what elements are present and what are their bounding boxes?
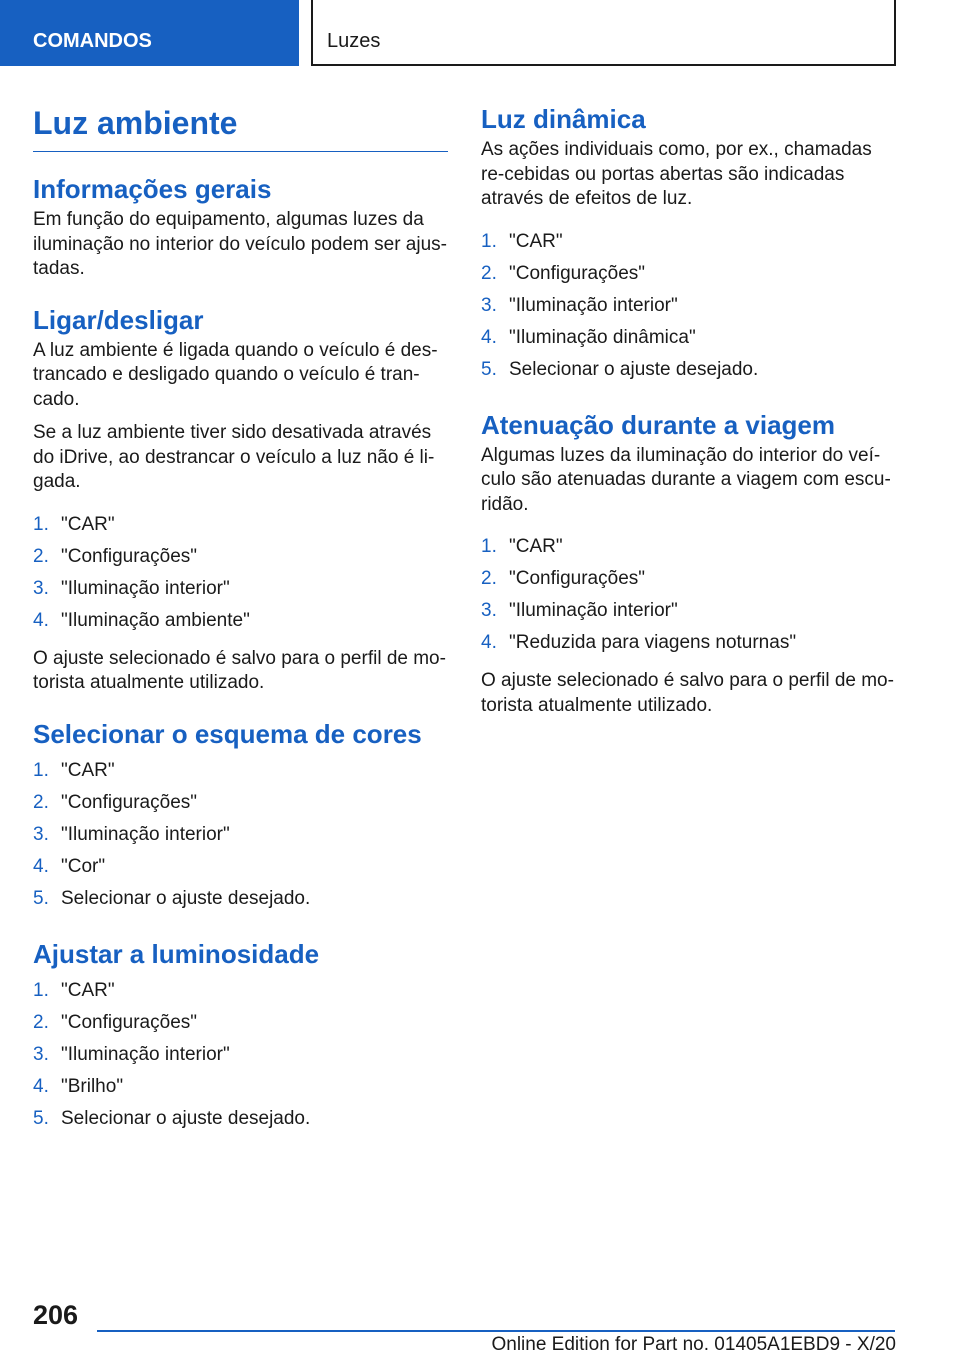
heading-general: Informações gerais (33, 174, 272, 204)
step-number: 1. (481, 230, 497, 252)
dimming-note: O ajuste selecionado é salvo para o perfil de mo-torista atualmente utilizado. (481, 670, 894, 716)
right-column (481, 100, 896, 727)
heading-brightness: Ajustar a luminosidade (33, 938, 320, 969)
step-text: "Iluminação interior" (61, 577, 230, 599)
step-text: "Iluminação interior" (509, 600, 678, 621)
step-text: "Iluminação dinâmica" (509, 326, 696, 348)
step-number: 3. (33, 823, 49, 845)
list-item (481, 627, 896, 659)
step-number: 1. (481, 536, 497, 557)
heading-dynamic: Luz dinâmica (481, 104, 646, 134)
step-text: Selecionar o ajuste desejado. (61, 887, 311, 909)
list-item (33, 819, 448, 851)
step-text: Selecionar o ajuste desejado. (509, 358, 759, 380)
onoff-steps (33, 509, 448, 637)
step-number: 4. (33, 855, 49, 877)
list-item (481, 354, 896, 386)
step-number: 2. (481, 568, 497, 589)
step-text: "Iluminação interior" (61, 823, 230, 845)
list-item (33, 541, 448, 573)
step-text: "Iluminação interior" (61, 1043, 230, 1065)
step-text: "CAR" (509, 230, 563, 252)
step-number: 4. (33, 609, 49, 631)
step-number: 4. (33, 1075, 49, 1097)
footer-divider (97, 1330, 895, 1332)
brightness-steps (33, 975, 448, 1135)
step-text: "CAR" (509, 536, 563, 557)
step-number: 4. (481, 326, 497, 348)
heading-colors: Selecionar o esquema de cores (33, 718, 422, 749)
step-text: "Configurações" (61, 791, 198, 813)
step-number: 1. (33, 979, 49, 1001)
step-text: "Cor" (61, 855, 106, 877)
step-text: "Iluminação interior" (509, 294, 678, 316)
step-number: 5. (33, 1107, 49, 1129)
step-text: "Brilho" (61, 1075, 124, 1097)
step-text: "Configurações" (509, 568, 646, 589)
colors-steps (33, 755, 448, 915)
chapter-title: Luzes (311, 0, 896, 66)
list-item (33, 509, 448, 541)
step-number: 5. (481, 358, 497, 380)
list-item (33, 883, 448, 915)
step-text: "CAR" (61, 759, 115, 781)
step-number: 2. (33, 545, 49, 567)
step-text: "Configurações" (61, 545, 198, 567)
list-item (33, 1103, 448, 1135)
dynamic-steps (481, 226, 896, 386)
list-item (481, 226, 896, 258)
onoff-text-1: A luz ambiente é ligada quando o veículo é des-trancado e desligado quando o veículo é tran-cado. (33, 339, 438, 410)
heading-onoff: Ligar/desligar (33, 304, 204, 335)
list-item (33, 787, 448, 819)
dynamic-text: As ações individuais como, por ex., chamadas re-cebidas ou portas abertas são indicadas através de efeitos de luz. (481, 139, 872, 209)
step-text: "CAR" (61, 513, 115, 535)
step-number: 3. (33, 577, 49, 599)
step-text: "CAR" (61, 979, 115, 1001)
list-item (481, 290, 896, 322)
dimming-steps (481, 531, 896, 659)
list-item (33, 605, 448, 637)
step-number: 2. (481, 262, 497, 284)
step-number: 2. (33, 1011, 49, 1033)
step-text: "Iluminação ambiente" (61, 609, 250, 631)
list-item (481, 531, 896, 563)
step-text: "Reduzida para viagens noturnas" (509, 632, 797, 653)
step-number: 3. (481, 294, 497, 316)
list-item (481, 595, 896, 627)
list-item (481, 563, 896, 595)
list-item (33, 1071, 448, 1103)
list-item (33, 1039, 448, 1071)
list-item (33, 1007, 448, 1039)
page-number: 206 (33, 1300, 79, 1330)
step-number: 3. (481, 600, 497, 621)
step-number: 1. (33, 513, 49, 535)
list-item (33, 755, 448, 787)
step-number: 5. (33, 887, 49, 909)
step-text: Selecionar o ajuste desejado. (61, 1107, 311, 1129)
left-column (33, 100, 448, 1145)
step-number: 1. (33, 759, 49, 781)
list-item (481, 258, 896, 290)
edition-info: Online Edition for Part no. 01405A1EBD9 - X/20 (491, 1334, 896, 1355)
list-item (33, 975, 448, 1007)
page-title: Luz ambiente (33, 100, 448, 152)
step-number: 3. (33, 1043, 49, 1065)
section-tab: COMANDOS (0, 0, 299, 66)
list-item (33, 851, 448, 883)
general-text: Em função do equipamento, algumas luzes da iluminação no interior do veículo podem ser ajus-tadas. (33, 209, 447, 279)
onoff-note: O ajuste selecionado é salvo para o perfil de mo-torista atualmente utilizado. (33, 647, 446, 693)
step-number: 4. (481, 632, 497, 653)
list-item (33, 573, 448, 605)
step-text: "Configurações" (509, 262, 646, 284)
dimming-text: Algumas luzes da iluminação do interior do veí-culo são atenuadas durante a viagem com escu-ridão. (481, 444, 891, 515)
step-number: 2. (33, 791, 49, 813)
list-item (481, 322, 896, 354)
heading-dimming: Atenuação durante a viagem (481, 409, 835, 440)
onoff-text-2: Se a luz ambiente tiver sido desativada através do iDrive, ao destrancar o veículo a luz não é li-gada. (33, 422, 435, 492)
step-text: "Configurações" (61, 1011, 198, 1033)
